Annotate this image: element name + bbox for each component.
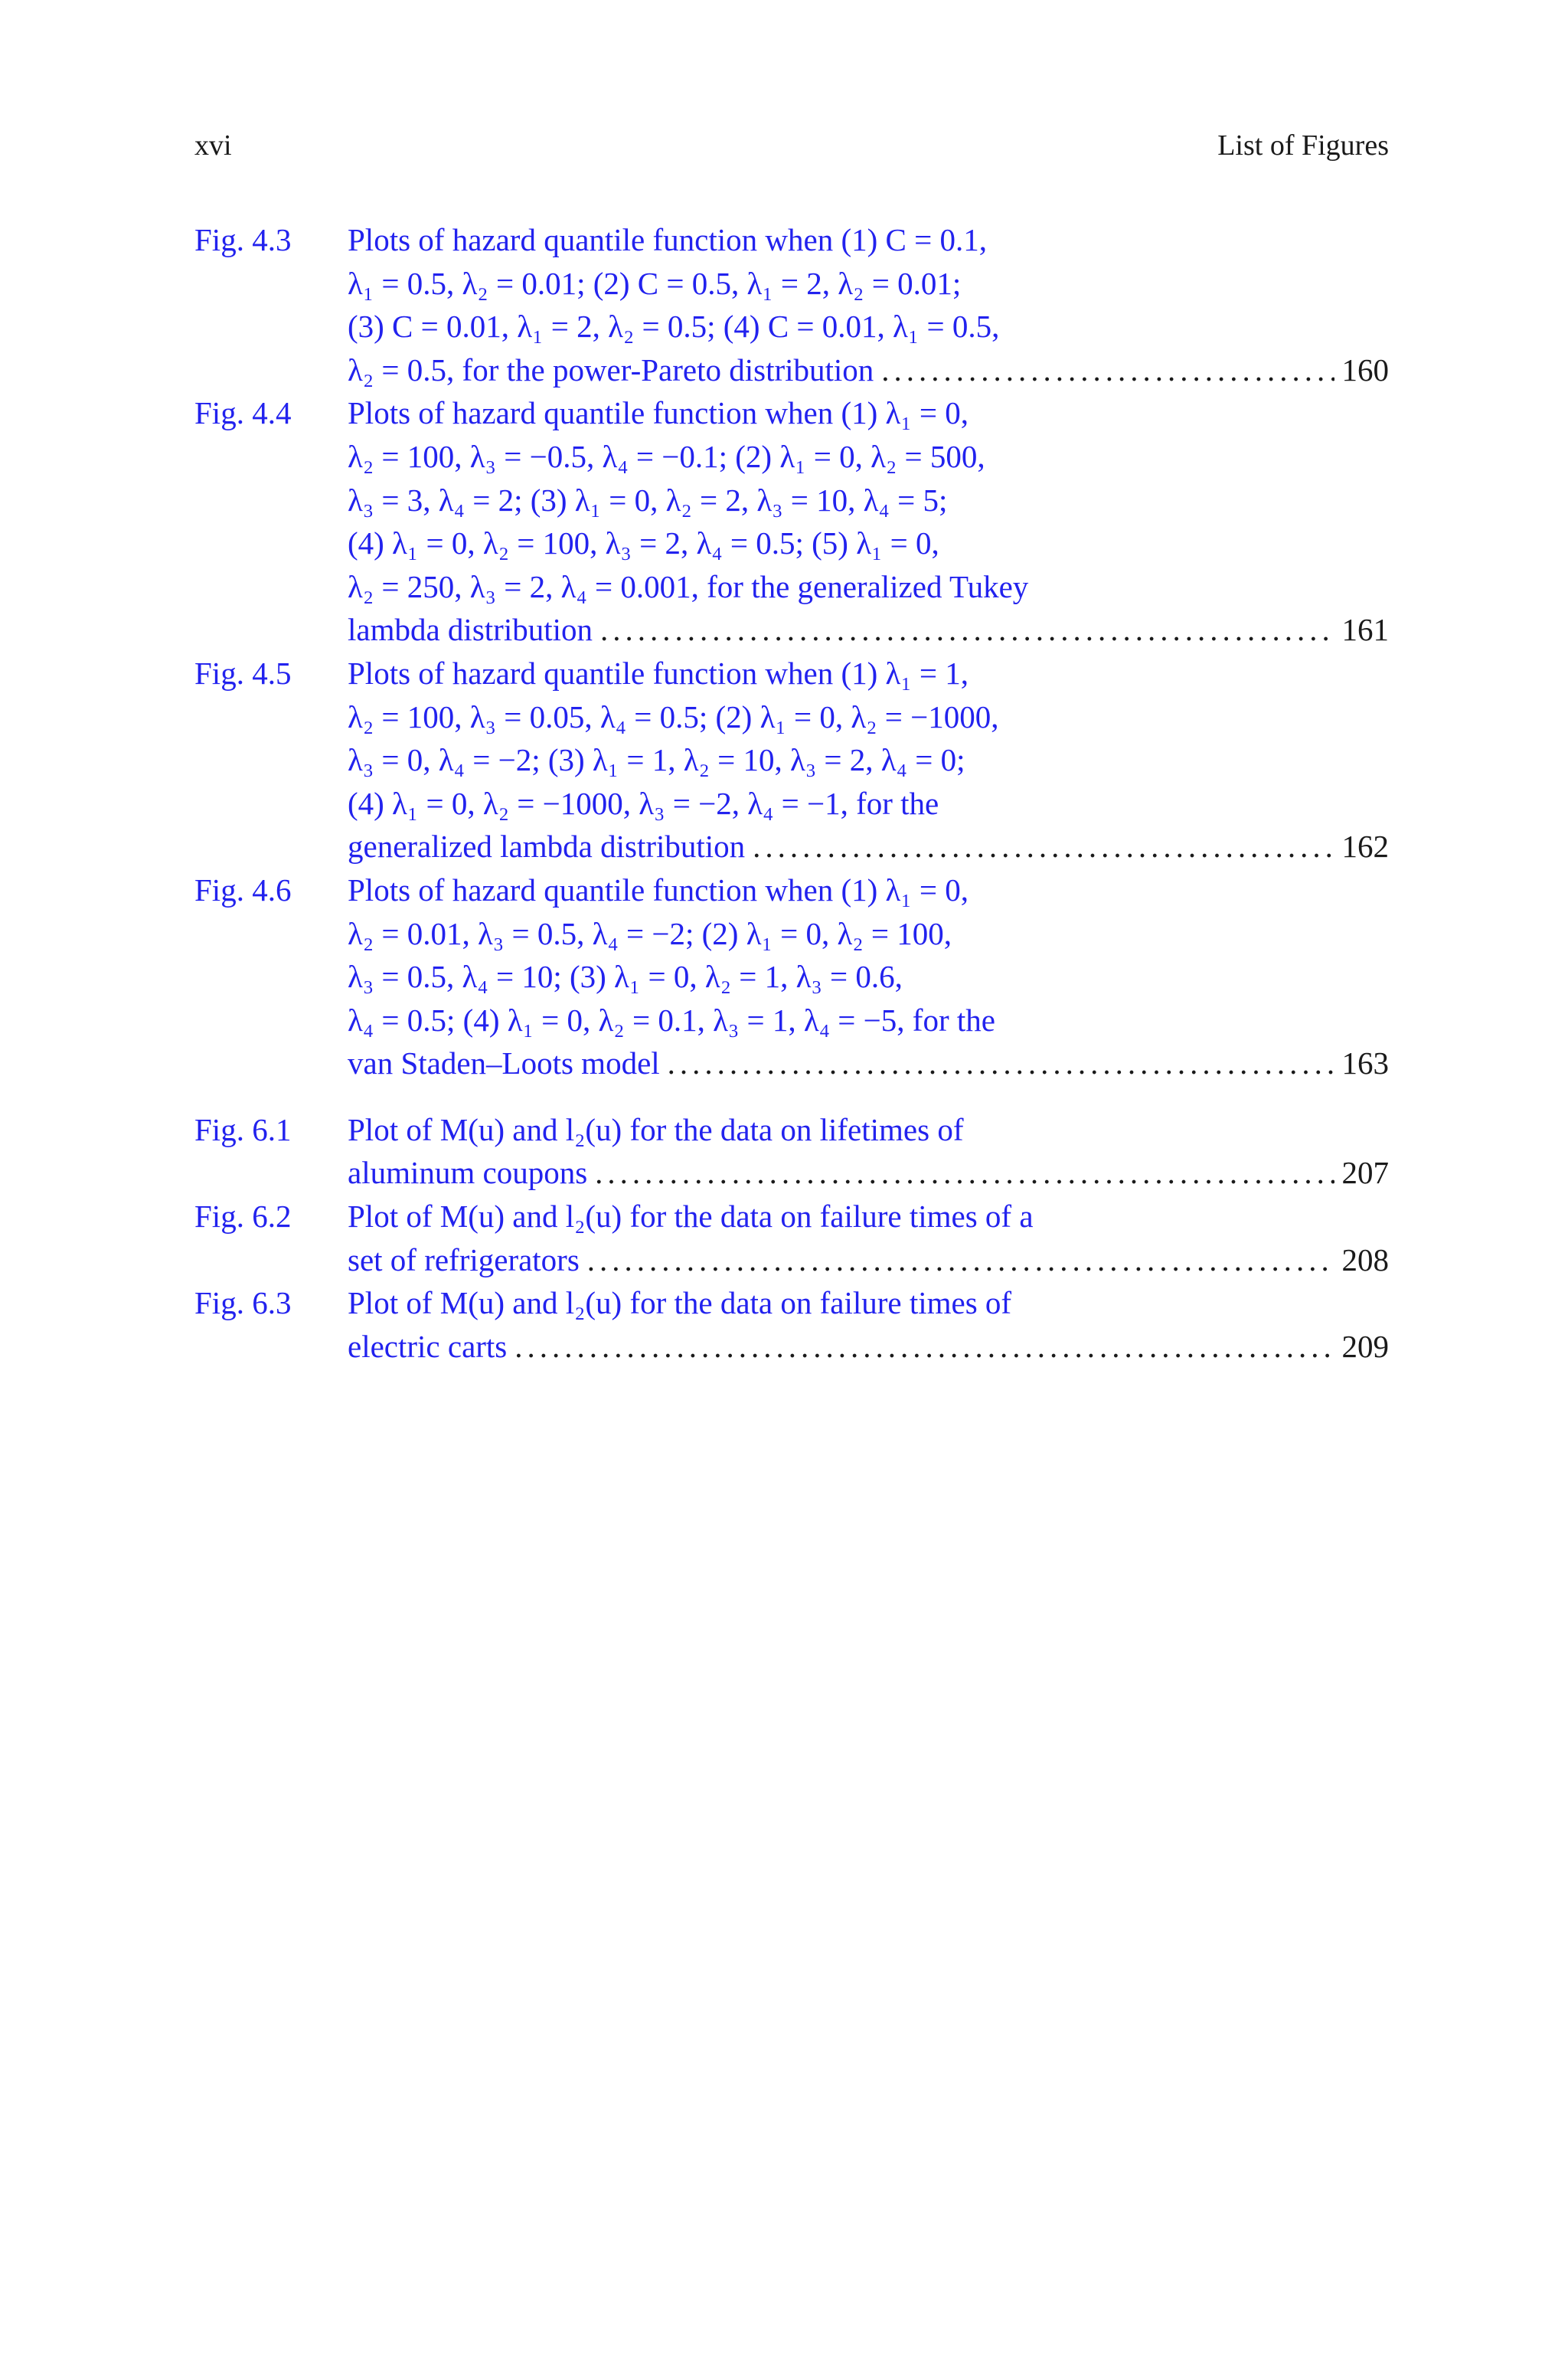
caption-line[interactable]: Plots of hazard quantile function when (1) λ₁ = 0,: [348, 872, 969, 908]
caption-line[interactable]: (3) C = 0.01, λ₁ = 2, λ₂ = 0.5; (4) C = 0.01, λ₁ = 0.5,: [348, 309, 1000, 345]
caption-line[interactable]: van Staden–Loots model: [348, 1045, 660, 1081]
caption-line[interactable]: electric carts: [348, 1328, 508, 1364]
running-header: [194, 127, 1389, 164]
caption-line[interactable]: λ₁ = 0.5, λ₂ = 0.01; (2) C = 0.5, λ₁ = 2, λ₂ = 0.01;: [348, 265, 962, 301]
caption-line[interactable]: Plots of hazard quantile function when (1) C = 0.1,: [348, 222, 987, 257]
caption-last-line: [348, 1238, 1389, 1282]
page-reference: 162: [1341, 829, 1389, 865]
caption-line[interactable]: (4) λ₁ = 0, λ₂ = −1000, λ₃ = −2, λ₄ = −1, for the: [348, 785, 939, 821]
page-reference: 208: [1341, 1241, 1389, 1277]
caption-line[interactable]: λ₂ = 100, λ₃ = −0.5, λ₄ = −0.1; (2) λ₁ = 0, λ₂ = 500,: [348, 438, 985, 474]
running-title: List of Figures: [1217, 129, 1389, 162]
figure-caption: [348, 391, 1389, 652]
figure-caption: [348, 1281, 1389, 1368]
figure-entry[interactable]: [194, 1281, 1389, 1368]
caption-line[interactable]: aluminum coupons: [348, 1155, 588, 1191]
figure-label[interactable]: Fig. 6.2: [194, 1199, 292, 1235]
caption-line[interactable]: λ₃ = 0, λ₄ = −2; (3) λ₁ = 1, λ₂ = 10, λ₃ = 2, λ₄ = 0;: [348, 742, 965, 778]
figure-entry[interactable]: [194, 391, 1389, 652]
caption-line[interactable]: Plot of M(u) and l₂(u) for the data on lifetimes of: [348, 1111, 964, 1147]
caption-line[interactable]: λ₃ = 3, λ₄ = 2; (3) λ₁ = 0, λ₂ = 2, λ₃ = 10, λ₄ = 5;: [348, 482, 948, 518]
figure-entry[interactable]: [194, 1108, 1389, 1195]
figure-label[interactable]: Fig. 6.3: [194, 1285, 292, 1321]
figure-entry[interactable]: [194, 652, 1389, 868]
caption-line[interactable]: generalized lambda distribution: [348, 829, 746, 865]
dot-leader: [753, 825, 1334, 868]
caption-line[interactable]: λ₂ = 0.5, for the power-Pareto distribution: [348, 352, 874, 388]
caption-line[interactable]: (4) λ₁ = 0, λ₂ = 100, λ₃ = 2, λ₄ = 0.5; (5) λ₁ = 0,: [348, 525, 939, 561]
dot-leader: [514, 1325, 1334, 1369]
dot-leader: [595, 1151, 1334, 1195]
figure-entry[interactable]: [194, 1195, 1389, 1281]
page-reference: 163: [1341, 1045, 1389, 1081]
page-reference: 207: [1341, 1155, 1389, 1191]
caption-line[interactable]: λ₃ = 0.5, λ₄ = 10; (3) λ₁ = 0, λ₂ = 1, λ₃ = 0.6,: [348, 959, 903, 995]
caption-last-line: [348, 348, 1389, 392]
dot-leader: [587, 1238, 1334, 1282]
caption-line[interactable]: set of refrigerators: [348, 1241, 580, 1277]
caption-line[interactable]: λ₂ = 250, λ₃ = 2, λ₄ = 0.001, for the generalized Tukey: [348, 568, 1029, 604]
figure-caption: [348, 218, 1389, 391]
figure-caption: [348, 652, 1389, 868]
caption-last-line: [348, 608, 1389, 652]
figure-label[interactable]: Fig. 4.3: [194, 222, 292, 257]
caption-last-line: [348, 1325, 1389, 1369]
figure-entry[interactable]: [194, 218, 1389, 391]
page-reference: 209: [1341, 1328, 1389, 1364]
dot-leader: [881, 348, 1334, 392]
dot-leader: [600, 608, 1334, 652]
caption-line[interactable]: λ₂ = 100, λ₃ = 0.05, λ₄ = 0.5; (2) λ₁ = 0, λ₂ = −1000,: [348, 698, 999, 734]
caption-line[interactable]: Plot of M(u) and l₂(u) for the data on failure times of: [348, 1285, 1012, 1321]
figure-caption: [348, 868, 1389, 1085]
caption-last-line: [348, 1151, 1389, 1195]
caption-last-line: [348, 825, 1389, 868]
figure-label[interactable]: Fig. 4.6: [194, 872, 292, 908]
caption-line[interactable]: Plot of M(u) and l₂(u) for the data on failure times of a: [348, 1199, 1034, 1235]
figure-label[interactable]: Fig. 4.4: [194, 395, 292, 431]
caption-last-line: [348, 1042, 1389, 1085]
caption-line[interactable]: λ₂ = 0.01, λ₃ = 0.5, λ₄ = −2; (2) λ₁ = 0, λ₂ = 100,: [348, 915, 952, 951]
page-reference: 161: [1341, 612, 1389, 648]
figure-entry[interactable]: [194, 868, 1389, 1085]
figure-label[interactable]: Fig. 6.1: [194, 1111, 292, 1147]
dot-leader: [668, 1042, 1334, 1085]
caption-line[interactable]: Plots of hazard quantile function when (1) λ₁ = 0,: [348, 395, 969, 431]
figure-group: [194, 218, 1389, 1085]
figure-label[interactable]: Fig. 4.5: [194, 655, 292, 691]
figure-caption: [348, 1195, 1389, 1281]
page-reference: 160: [1341, 352, 1389, 388]
caption-line[interactable]: Plots of hazard quantile function when (1) λ₁ = 1,: [348, 655, 969, 691]
figure-group: [194, 1108, 1389, 1369]
page-number: xvi: [194, 129, 232, 162]
caption-line[interactable]: λ₄ = 0.5; (4) λ₁ = 0, λ₂ = 0.1, λ₃ = 1, λ₄ = −5, for the: [348, 1002, 995, 1038]
caption-line[interactable]: lambda distribution: [348, 612, 593, 648]
list-of-figures: [194, 218, 1389, 1368]
figure-caption: [348, 1108, 1389, 1195]
